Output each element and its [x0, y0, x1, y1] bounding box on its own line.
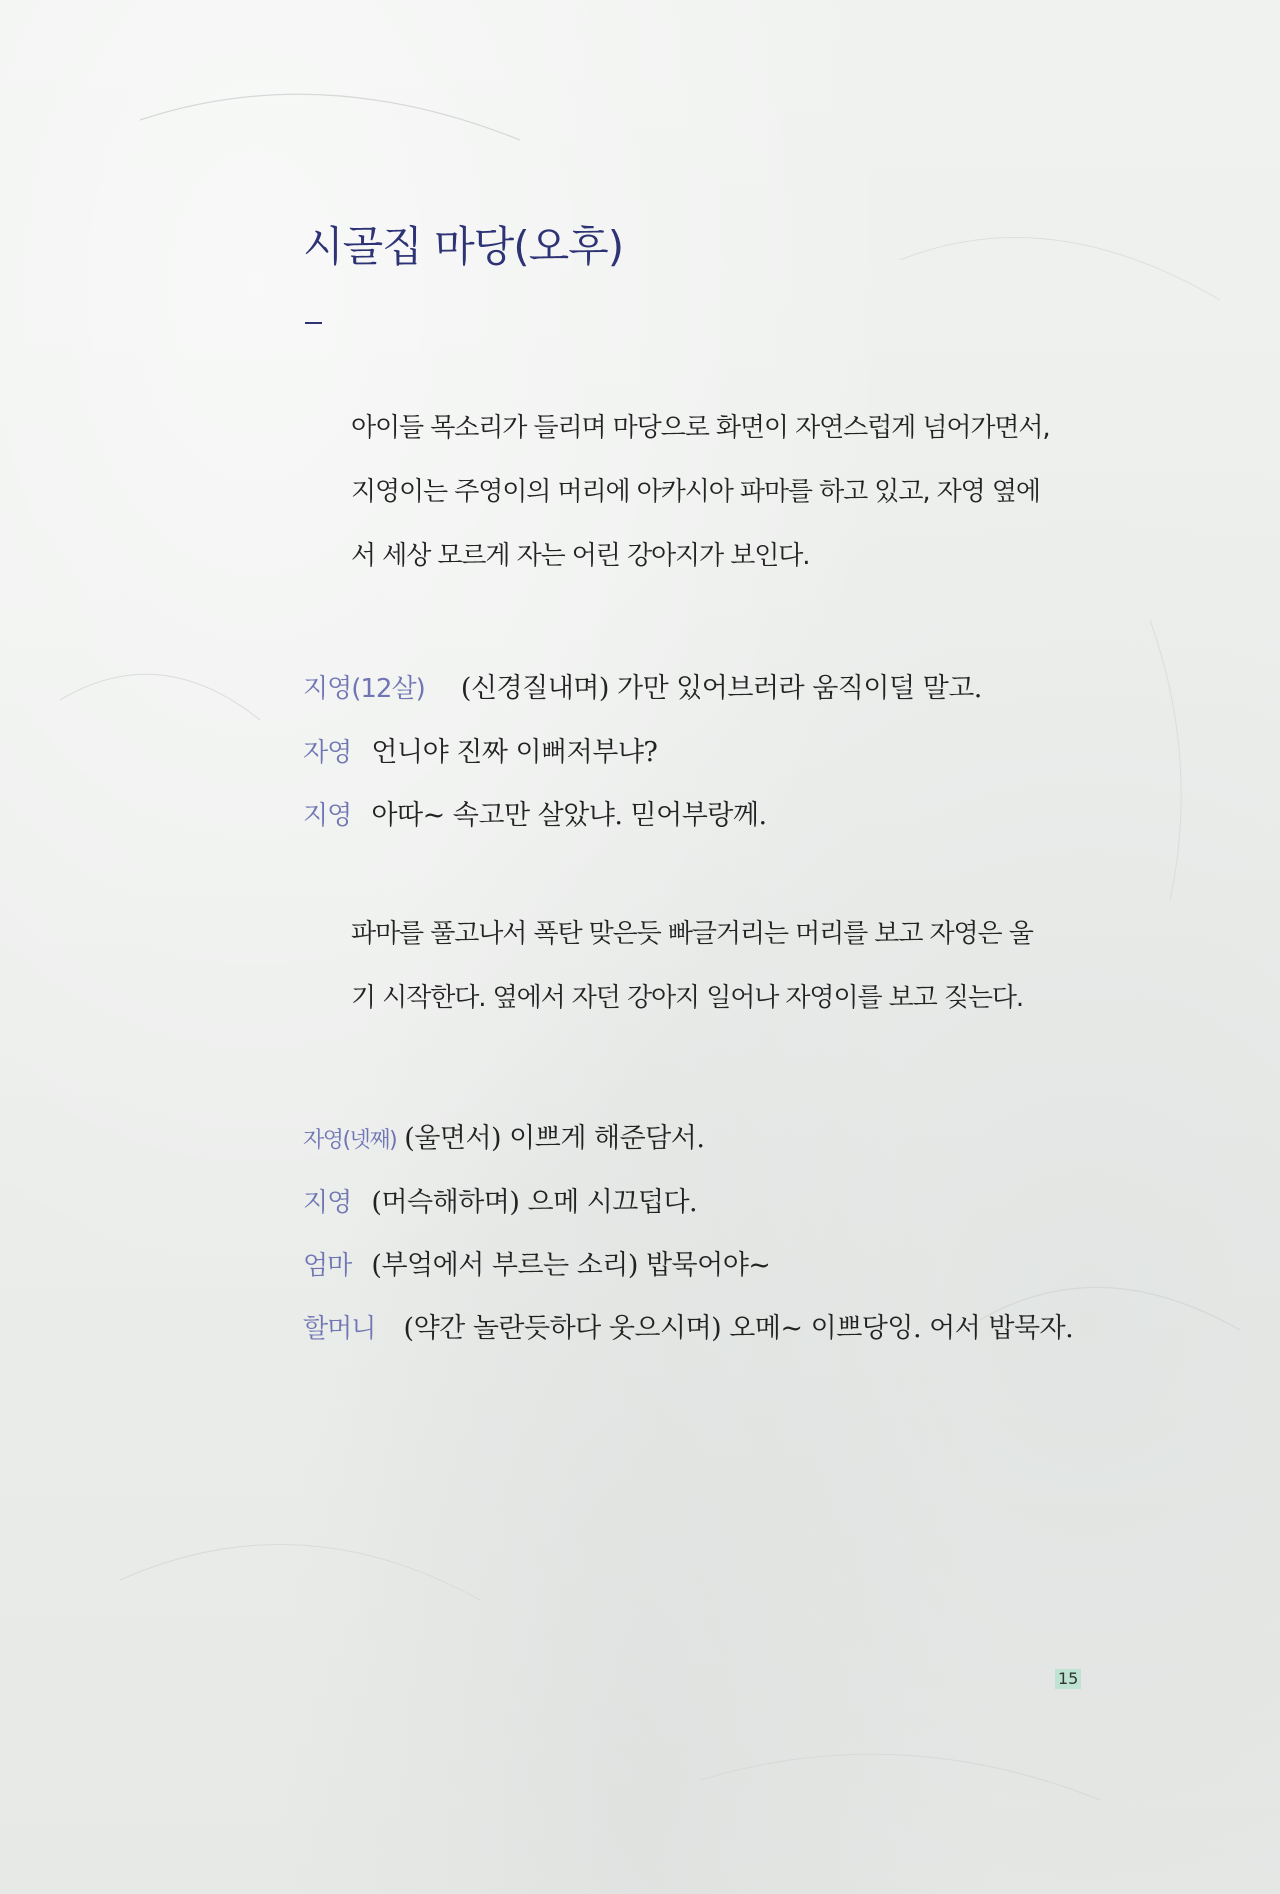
dialogue-text: 언니야 진짜 이뻐저부냐? [371, 737, 658, 768]
heading-dash [305, 322, 322, 324]
speaker-name: 지영 [303, 1188, 352, 1218]
dialogue-line [303, 1306, 1073, 1345]
direction-line: 기 시작한다. 옆에서 자던 강아지 일어나 자영이를 보고 짖는다. [351, 983, 1024, 1013]
dialogue-text: (약간 놀란듯하다 웃으시며) 오메~ 이쁘당잉. 어서 밥묵자. [403, 1313, 1074, 1344]
dialogue-text: (머슥해하며) 으메 시끄덥다. [371, 1187, 698, 1218]
page-number: 15 [1055, 1669, 1081, 1689]
speaker-name: 지영 [303, 801, 352, 831]
direction-line: 파마를 풀고나서 폭탄 맞은듯 빠글거리는 머리를 보고 자영은 울 [351, 919, 1033, 949]
stage-direction-1 [351, 396, 1091, 588]
direction-line: 서 세상 모르게 자는 어린 강아지가 보인다. [351, 541, 810, 571]
dialogue-line [303, 730, 657, 769]
dialogue-line [303, 1116, 704, 1155]
speaker-name: 엄마 [303, 1251, 352, 1281]
scene-heading: 시골집 마당(오후) [303, 222, 624, 271]
dialogue-text: (울면서) 이쁘게 해준담서. [404, 1123, 705, 1154]
speaker-name: 자영(넷째) [303, 1128, 397, 1153]
dialogue-text: 아따~ 속고만 살았냐. 믿어부랑께. [371, 800, 767, 831]
speaker-name: 자영 [303, 738, 352, 768]
dialogue-line [303, 666, 982, 705]
dialogue-text: (신경질내며) 가만 있어브러라 움직이덜 말고. [460, 673, 982, 704]
dialogue-line [303, 1243, 770, 1282]
direction-line: 아이들 목소리가 들리며 마당으로 화면이 자연스럽게 넘어가면서, [351, 413, 1050, 443]
speaker-name: 지영(12살) [303, 674, 425, 704]
stage-direction-2 [351, 902, 1091, 1030]
speaker-name: 할머니 [303, 1314, 376, 1344]
direction-line: 지영이는 주영이의 머리에 아카시아 파마를 하고 있고, 자영 옆에 [351, 477, 1040, 507]
dialogue-line [303, 1180, 697, 1219]
dialogue-line [303, 793, 767, 832]
dialogue-text: (부엌에서 부르는 소리) 밥묵어야~ [371, 1250, 771, 1281]
